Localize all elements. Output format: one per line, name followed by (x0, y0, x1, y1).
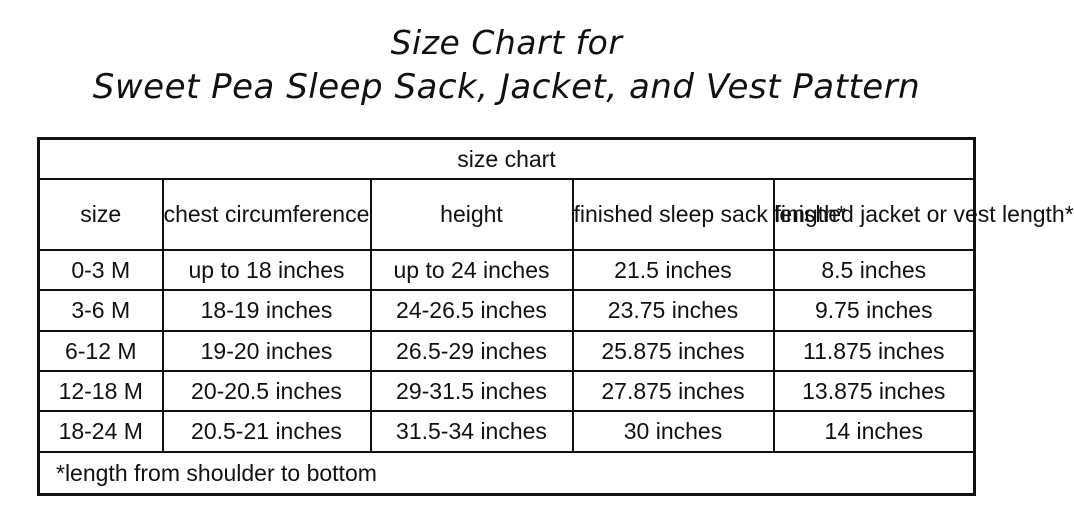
table-row (39, 371, 975, 411)
cell-chest: up to 18 inches (163, 250, 371, 290)
column-header-size: size (39, 179, 163, 250)
page-title-line-2: Sweet Pea Sleep Sack, Jacket, and Vest Pattern (92, 67, 921, 107)
cell-size: 6-12 M (39, 331, 163, 371)
cell-chest: 18-19 inches (163, 290, 371, 330)
table-footnote: *length from shoulder to bottom (39, 452, 975, 495)
cell-size: 3-6 M (39, 290, 163, 330)
cell-height: 31.5-34 inches (371, 411, 573, 451)
cell-height: 29-31.5 inches (371, 371, 573, 411)
column-header-chest-circumference: chest circumference (163, 179, 371, 250)
table-row (39, 250, 975, 290)
cell-size: 0-3 M (39, 250, 163, 290)
column-header-sleep-sack-length: finished sleep sack length* (573, 179, 774, 250)
cell-jacket-vest-length: 8.5 inches (774, 250, 975, 290)
size-chart-table (37, 137, 1074, 496)
table-header-row (39, 179, 975, 250)
cell-jacket-vest-length: 13.875 inches (774, 371, 975, 411)
cell-height: up to 24 inches (371, 250, 573, 290)
cell-jacket-vest-length: 9.75 inches (774, 290, 975, 330)
column-header-jacket-vest-length: finished jacket or vest length* (774, 179, 975, 250)
table-row (39, 411, 975, 451)
cell-sleep-sack-length: 23.75 inches (573, 290, 774, 330)
table-caption: size chart (39, 139, 975, 180)
cell-chest: 20-20.5 inches (163, 371, 371, 411)
cell-height: 26.5-29 inches (371, 331, 573, 371)
cell-size: 12-18 M (39, 371, 163, 411)
cell-chest: 19-20 inches (163, 331, 371, 371)
cell-sleep-sack-length: 25.875 inches (573, 331, 774, 371)
table-row (39, 331, 975, 371)
column-header-height: height (371, 179, 573, 250)
cell-sleep-sack-length: 21.5 inches (573, 250, 774, 290)
cell-jacket-vest-length: 11.875 inches (774, 331, 975, 371)
cell-jacket-vest-length: 14 inches (774, 411, 975, 451)
cell-sleep-sack-length: 27.875 inches (573, 371, 774, 411)
page-title-line-1: Size Chart for (390, 23, 623, 62)
cell-chest: 20.5-21 inches (163, 411, 371, 451)
cell-height: 24-26.5 inches (371, 290, 573, 330)
cell-size: 18-24 M (39, 411, 163, 451)
table-row (39, 290, 975, 330)
cell-sleep-sack-length: 30 inches (573, 411, 774, 451)
